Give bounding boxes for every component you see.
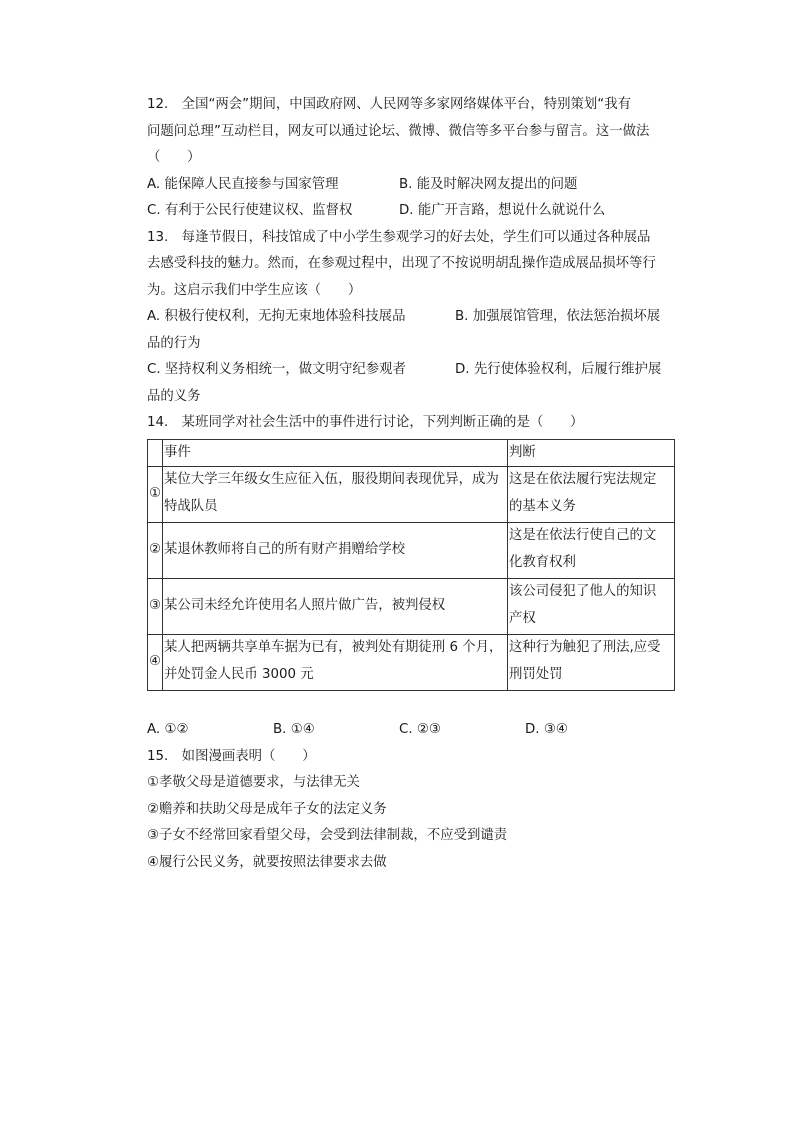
q14-option-a: A. ①② (147, 722, 189, 737)
table-header-event: 事件 (163, 439, 508, 467)
row-number: ① (148, 467, 163, 523)
row-number: ④ (148, 635, 163, 691)
row-event-line: 某退休教师将自己的所有财产捐赠给学校 (164, 542, 406, 558)
row-judgment-line: 这种行为触犯了刑法,应受 (509, 640, 661, 655)
q12-options-ab (147, 172, 675, 199)
row-number: ③ (148, 579, 163, 635)
row-judgment-line: 的基本义务 (509, 498, 576, 514)
row-event-line: 并处罚金人民币 3000 元 (164, 666, 314, 682)
row-judgment-line: 这是在依法行使自己的文 (509, 528, 657, 543)
q13-options-cd (147, 357, 675, 384)
q12-option-b: B. 能及时解决网友提出的问题 (399, 176, 578, 192)
row-event-line: 某人把两辆共享单车据为已有，被判处有期徒刑 6 个月， (164, 640, 503, 655)
q12-option-c: C. 有利于公民行使建议权、监督权 (147, 203, 353, 218)
q14-stem: 14. 某班同学对社会生活中的事件进行讨论，下列判断正确的是（ ） (147, 415, 584, 430)
row-judgment-line: 该公司侵犯了他人的知识 (509, 584, 657, 599)
row-event-line: 某位大学三年级女生应征入伍，服役期间表现优异，成为 (164, 472, 499, 487)
row-judgment (508, 523, 675, 579)
q15-item-2: ②赡养和扶助父母是成年子女的法定义务 (147, 801, 387, 817)
q12-stem-line-3: （ ） (147, 150, 201, 165)
row-judgment (508, 467, 675, 523)
row-event (163, 635, 508, 691)
table-row (148, 635, 675, 691)
q15-stem: 15. 如图漫画表明（ ） (147, 748, 316, 764)
q15-item-1: ①孝敬父母是道德要求，与法律无关 (147, 775, 360, 790)
q14-option-c: C. ②③ (399, 722, 441, 737)
q13-option-c: C. 坚持权利义务相统一，做文明守纪参观者 (147, 362, 406, 377)
row-event-line: 特战队员 (164, 498, 218, 514)
q13-stem-line-2: 去感受科技的魅力。然而，在参观过程中，出现了不按说明胡乱操作造成展品损坏等行 (147, 256, 656, 271)
question-12 (147, 92, 675, 225)
q13-options-ab (147, 304, 675, 331)
q12-stem-line-2: 问题问总理”互动栏目，网友可以通过论坛、微博、微信等多平台参与留言。这一做法 (147, 123, 650, 139)
question-13 (147, 225, 675, 411)
q12-option-a: A. 能保障人民直接参与国家管理 (147, 176, 339, 192)
table-row (148, 523, 675, 579)
row-judgment-line: 刑罚处罚 (509, 666, 563, 682)
q13-stem-line-3: 为。这启示我们中学生应该（ ） (147, 282, 362, 298)
row-event (163, 523, 508, 579)
q15-item-4: ④履行公民义务，就要按照法律要求去做 (147, 854, 387, 870)
row-judgment (508, 579, 675, 635)
row-event (163, 467, 508, 523)
row-judgment-line: 化教育权利 (509, 554, 576, 570)
q13-option-a: A. 积极行使权利，无拘无束地体验科技展品 (147, 309, 406, 324)
q13-option-d-cont: 品的义务 (147, 388, 201, 404)
q13-option-b-cont: 品的行为 (147, 335, 201, 351)
q14-judgment-table (147, 439, 675, 692)
q12-stem-line-1: 12. 全国“两会”期间，中国政府网、人民网等多家网络媒体平台，特别策划“我有 (147, 97, 631, 112)
q14-option-b: B. ①④ (273, 722, 315, 737)
q13-option-d: D. 先行使体验权利，后履行维护展 (455, 362, 662, 377)
table-header-judgment: 判断 (508, 439, 675, 467)
table-header-row (148, 439, 675, 467)
q12-options-cd (147, 198, 675, 225)
question-15 (147, 744, 675, 877)
row-judgment (508, 635, 675, 691)
row-number: ② (148, 523, 163, 579)
question-14 (147, 410, 675, 744)
row-judgment-line: 这是在依法履行宪法规定 (509, 472, 657, 487)
table-header-num (148, 439, 163, 467)
row-event (163, 579, 508, 635)
q14-answer-options (147, 717, 675, 744)
q15-item-3: ③子女不经常回家看望父母，会受到法律制裁，不应受到谴责 (147, 828, 508, 843)
row-judgment-line: 产权 (509, 610, 536, 626)
q14-option-d: D. ③④ (525, 722, 568, 737)
q13-option-b: B. 加强展馆管理，依法惩治损坏展 (455, 309, 661, 324)
table-row (148, 467, 675, 523)
row-event-line: 某公司未经允许使用名人照片做广告，被判侵权 (164, 598, 446, 614)
q13-stem-line-1: 13. 每逢节假日，科技馆成了中小学生参观学习的好去处，学生们可以通过各种展品 (147, 229, 651, 245)
question-content (147, 92, 675, 876)
table-row (148, 579, 675, 635)
q12-option-d: D. 能广开言路，想说什么就说什么 (399, 203, 606, 218)
